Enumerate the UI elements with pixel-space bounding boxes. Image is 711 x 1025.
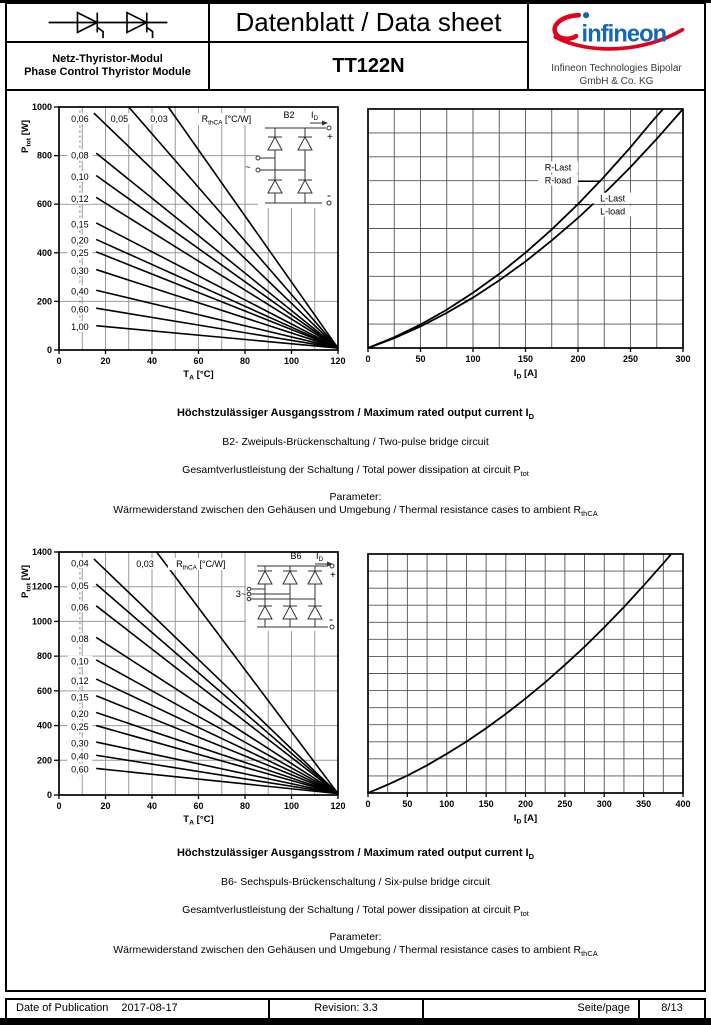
svg-text:250: 250 bbox=[622, 354, 639, 364]
svg-text:0,30: 0,30 bbox=[71, 265, 89, 276]
svg-text:200: 200 bbox=[570, 354, 586, 364]
svg-text:0,04: 0,04 bbox=[71, 558, 89, 569]
svg-text:0,15: 0,15 bbox=[71, 219, 89, 230]
svg-text:0,10: 0,10 bbox=[71, 171, 89, 182]
svg-text:100: 100 bbox=[283, 356, 300, 366]
svg-text:0,10: 0,10 bbox=[71, 656, 89, 667]
svg-text:TA [°C]: $T_A$ [°C] bbox=[183, 814, 214, 827]
svg-text:0,05: 0,05 bbox=[71, 580, 89, 591]
svg-text:L-load: L-load bbox=[600, 206, 626, 217]
svg-text:800: 800 bbox=[36, 150, 52, 161]
document-title: Datenblatt / Data sheet bbox=[235, 7, 502, 37]
svg-text:0,25: 0,25 bbox=[71, 248, 89, 259]
svg-text:0,40: 0,40 bbox=[71, 751, 89, 762]
infineon-logo-text: infineon bbox=[581, 21, 666, 48]
svg-text:0,20: 0,20 bbox=[71, 235, 89, 246]
thyristor-symbols-icon bbox=[33, 6, 183, 39]
svg-text:+: + bbox=[327, 132, 333, 143]
footer-page-number: 8/13 bbox=[661, 1002, 683, 1014]
svg-text:B2: B2 bbox=[283, 110, 295, 120]
svg-text:0,15: 0,15 bbox=[71, 692, 89, 703]
svg-text:100: 100 bbox=[465, 354, 481, 364]
company-name-line2: GmbH & Co. KG bbox=[579, 76, 654, 87]
svg-text:1000: 1000 bbox=[31, 102, 52, 112]
svg-text:0,08: 0,08 bbox=[71, 150, 89, 161]
svg-text:80: 80 bbox=[239, 801, 251, 811]
svg-text:150: 150 bbox=[478, 799, 494, 809]
svg-text:200: 200 bbox=[36, 296, 52, 307]
svg-text:50: 50 bbox=[402, 799, 413, 809]
svg-text:100: 100 bbox=[439, 799, 455, 809]
svg-text:ID: $I_D$ bbox=[316, 551, 324, 563]
svg-text:ID [A]: $I_D$ [A] bbox=[513, 368, 538, 381]
svg-text:RthCA [°C/W]: $R_{thCA}$ [°C/W] bbox=[201, 114, 252, 127]
svg-text:350: 350 bbox=[636, 799, 652, 809]
svg-text:0,60: 0,60 bbox=[71, 764, 89, 775]
content-bottom-border bbox=[5, 990, 706, 992]
svg-text:0,12: 0,12 bbox=[71, 193, 89, 204]
svg-text:0,12: 0,12 bbox=[71, 675, 89, 686]
svg-text:0: 0 bbox=[46, 345, 52, 355]
footer bbox=[5, 998, 706, 1020]
svg-text:300: 300 bbox=[596, 799, 612, 809]
svg-text:R-load: R-load bbox=[544, 175, 572, 186]
svg-text:1200: 1200 bbox=[31, 581, 52, 592]
svg-text:40: 40 bbox=[146, 801, 158, 811]
publication-date: 2017-08-17 bbox=[121, 1002, 178, 1014]
svg-text:80: 80 bbox=[239, 356, 251, 366]
svg-text:0,20: 0,20 bbox=[71, 709, 89, 720]
publication-label: Date of Publication bbox=[16, 1002, 109, 1014]
svg-text:0,06: 0,06 bbox=[71, 602, 89, 613]
section2-power: Gesamtverlustleistung der Schaltung / Total power dissipation at circuit $P_{tot}$ bbox=[182, 904, 529, 919]
svg-text:0: 0 bbox=[365, 799, 371, 809]
footer-publication bbox=[7, 1000, 270, 1018]
svg-text:0,30: 0,30 bbox=[71, 738, 89, 749]
svg-text:50: 50 bbox=[415, 354, 426, 364]
svg-text:120: 120 bbox=[330, 801, 346, 811]
section1-parameter-title: Parameter: bbox=[329, 491, 382, 503]
bottom-bar bbox=[0, 1018, 711, 1025]
svg-text:60: 60 bbox=[193, 356, 204, 366]
svg-text:0,05: 0,05 bbox=[110, 114, 129, 125]
svg-text:ID [A]: $I_D$ [A] bbox=[513, 813, 538, 826]
header bbox=[5, 2, 706, 91]
part-number: TT122N bbox=[332, 54, 405, 77]
footer-revision: Revision: 3.3 bbox=[270, 1000, 424, 1018]
chart-b2-output-current bbox=[356, 95, 708, 395]
svg-text:Ptot [W]: $P_{tot}$ [W] bbox=[20, 120, 33, 153]
svg-text:400: 400 bbox=[36, 720, 52, 731]
chart-b6-power-dissipation bbox=[8, 540, 353, 840]
svg-text:B6: B6 bbox=[290, 551, 302, 561]
section2-parameter-title: Parameter: bbox=[329, 931, 382, 943]
svg-text:1400: 1400 bbox=[31, 547, 52, 557]
header-left-cell bbox=[7, 4, 210, 89]
svg-text:+: + bbox=[330, 570, 336, 581]
svg-text:3~: 3~ bbox=[235, 589, 247, 599]
svg-text:0,06: 0,06 bbox=[71, 114, 89, 125]
svg-text:800: 800 bbox=[36, 651, 52, 662]
svg-text:0: 0 bbox=[365, 354, 371, 364]
svg-text:0,60: 0,60 bbox=[71, 304, 89, 315]
section1-circuit: B2- Zweipuls-Brückenschaltung / Two-pulse bridge circuit bbox=[222, 436, 489, 448]
company-name-line1: Infineon Technologies Bipolar bbox=[551, 63, 682, 74]
svg-text:0: 0 bbox=[56, 356, 62, 366]
svg-text:20: 20 bbox=[100, 356, 111, 366]
svg-text:R-Last: R-Last bbox=[544, 162, 572, 173]
svg-text:RthCA [°C/W]: $R_{thCA}$ [°C/W] bbox=[176, 559, 226, 572]
svg-text:0: 0 bbox=[46, 790, 52, 800]
chart-b2-power-dissipation bbox=[8, 95, 353, 395]
svg-text:400: 400 bbox=[36, 247, 52, 258]
svg-text:0,25: 0,25 bbox=[71, 722, 89, 733]
module-name-en: Phase Control Thyristor Module bbox=[24, 66, 191, 78]
module-name-de: Netz-Thyristor-Modul bbox=[52, 53, 163, 65]
section1-title: Höchstzulässiger Ausgangsstrom / Maximum rated output current $I_D$ bbox=[176, 407, 535, 422]
module-name bbox=[7, 43, 208, 89]
thyristor-symbols bbox=[7, 4, 208, 43]
svg-text:0,03: 0,03 bbox=[136, 559, 154, 570]
svg-text:ID: $I_D$ bbox=[311, 110, 319, 122]
footer-page-label: Seite/page bbox=[424, 1000, 640, 1018]
section1-parameter: Wärmewiderstand zwischen den Gehäusen und Umgebung / Thermal resistance cases to ambient $R_{thCA}$ bbox=[113, 504, 598, 519]
section1-power: Gesamtverlustleistung der Schaltung / Total power dissipation at circuit $P_{tot}$ bbox=[182, 464, 529, 479]
svg-text:600: 600 bbox=[36, 199, 52, 210]
svg-text:600: 600 bbox=[36, 685, 52, 696]
section2-title: Höchstzulässiger Ausgangsstrom / Maximum rated output current $I_D$ bbox=[176, 847, 535, 862]
svg-text:Ptot [W]: $P_{tot}$ [W] bbox=[20, 565, 33, 598]
svg-text:0,03: 0,03 bbox=[150, 114, 168, 125]
svg-text:200: 200 bbox=[517, 799, 534, 809]
svg-text:60: 60 bbox=[193, 801, 204, 811]
svg-text:0: 0 bbox=[56, 801, 62, 811]
svg-text:200: 200 bbox=[36, 755, 52, 766]
section2-parameter: Wärmewiderstand zwischen den Gehäusen und Umgebung / Thermal resistance cases to ambient $R_{thCA}$ bbox=[113, 944, 598, 959]
section2-circuit: B6- Sechspuls-Brückenschaltung / Six-pulse bridge circuit bbox=[220, 876, 491, 888]
infineon-logo bbox=[542, 7, 692, 57]
svg-text:100: 100 bbox=[283, 801, 300, 811]
svg-text:120: 120 bbox=[330, 356, 346, 366]
svg-text:150: 150 bbox=[517, 354, 534, 364]
svg-text:~: ~ bbox=[245, 162, 251, 172]
svg-text:20: 20 bbox=[100, 801, 111, 811]
svg-text:250: 250 bbox=[557, 799, 573, 809]
svg-text:-: - bbox=[327, 188, 331, 202]
svg-text:1,00: 1,00 bbox=[71, 321, 89, 332]
svg-text:400: 400 bbox=[675, 799, 691, 809]
header-right-cell bbox=[529, 4, 704, 89]
header-middle-cell bbox=[210, 4, 529, 89]
svg-text:300: 300 bbox=[675, 354, 691, 364]
svg-text:0,08: 0,08 bbox=[71, 634, 89, 645]
svg-text:0,40: 0,40 bbox=[71, 286, 89, 297]
chart-b6-output-current bbox=[356, 540, 708, 840]
svg-text:1000: 1000 bbox=[31, 616, 52, 627]
svg-text:TA [°C]: $T_A$ [°C] bbox=[183, 369, 214, 382]
svg-text:40: 40 bbox=[146, 356, 158, 366]
svg-text:-: - bbox=[329, 612, 333, 626]
svg-text:L-Last: L-Last bbox=[600, 193, 626, 204]
